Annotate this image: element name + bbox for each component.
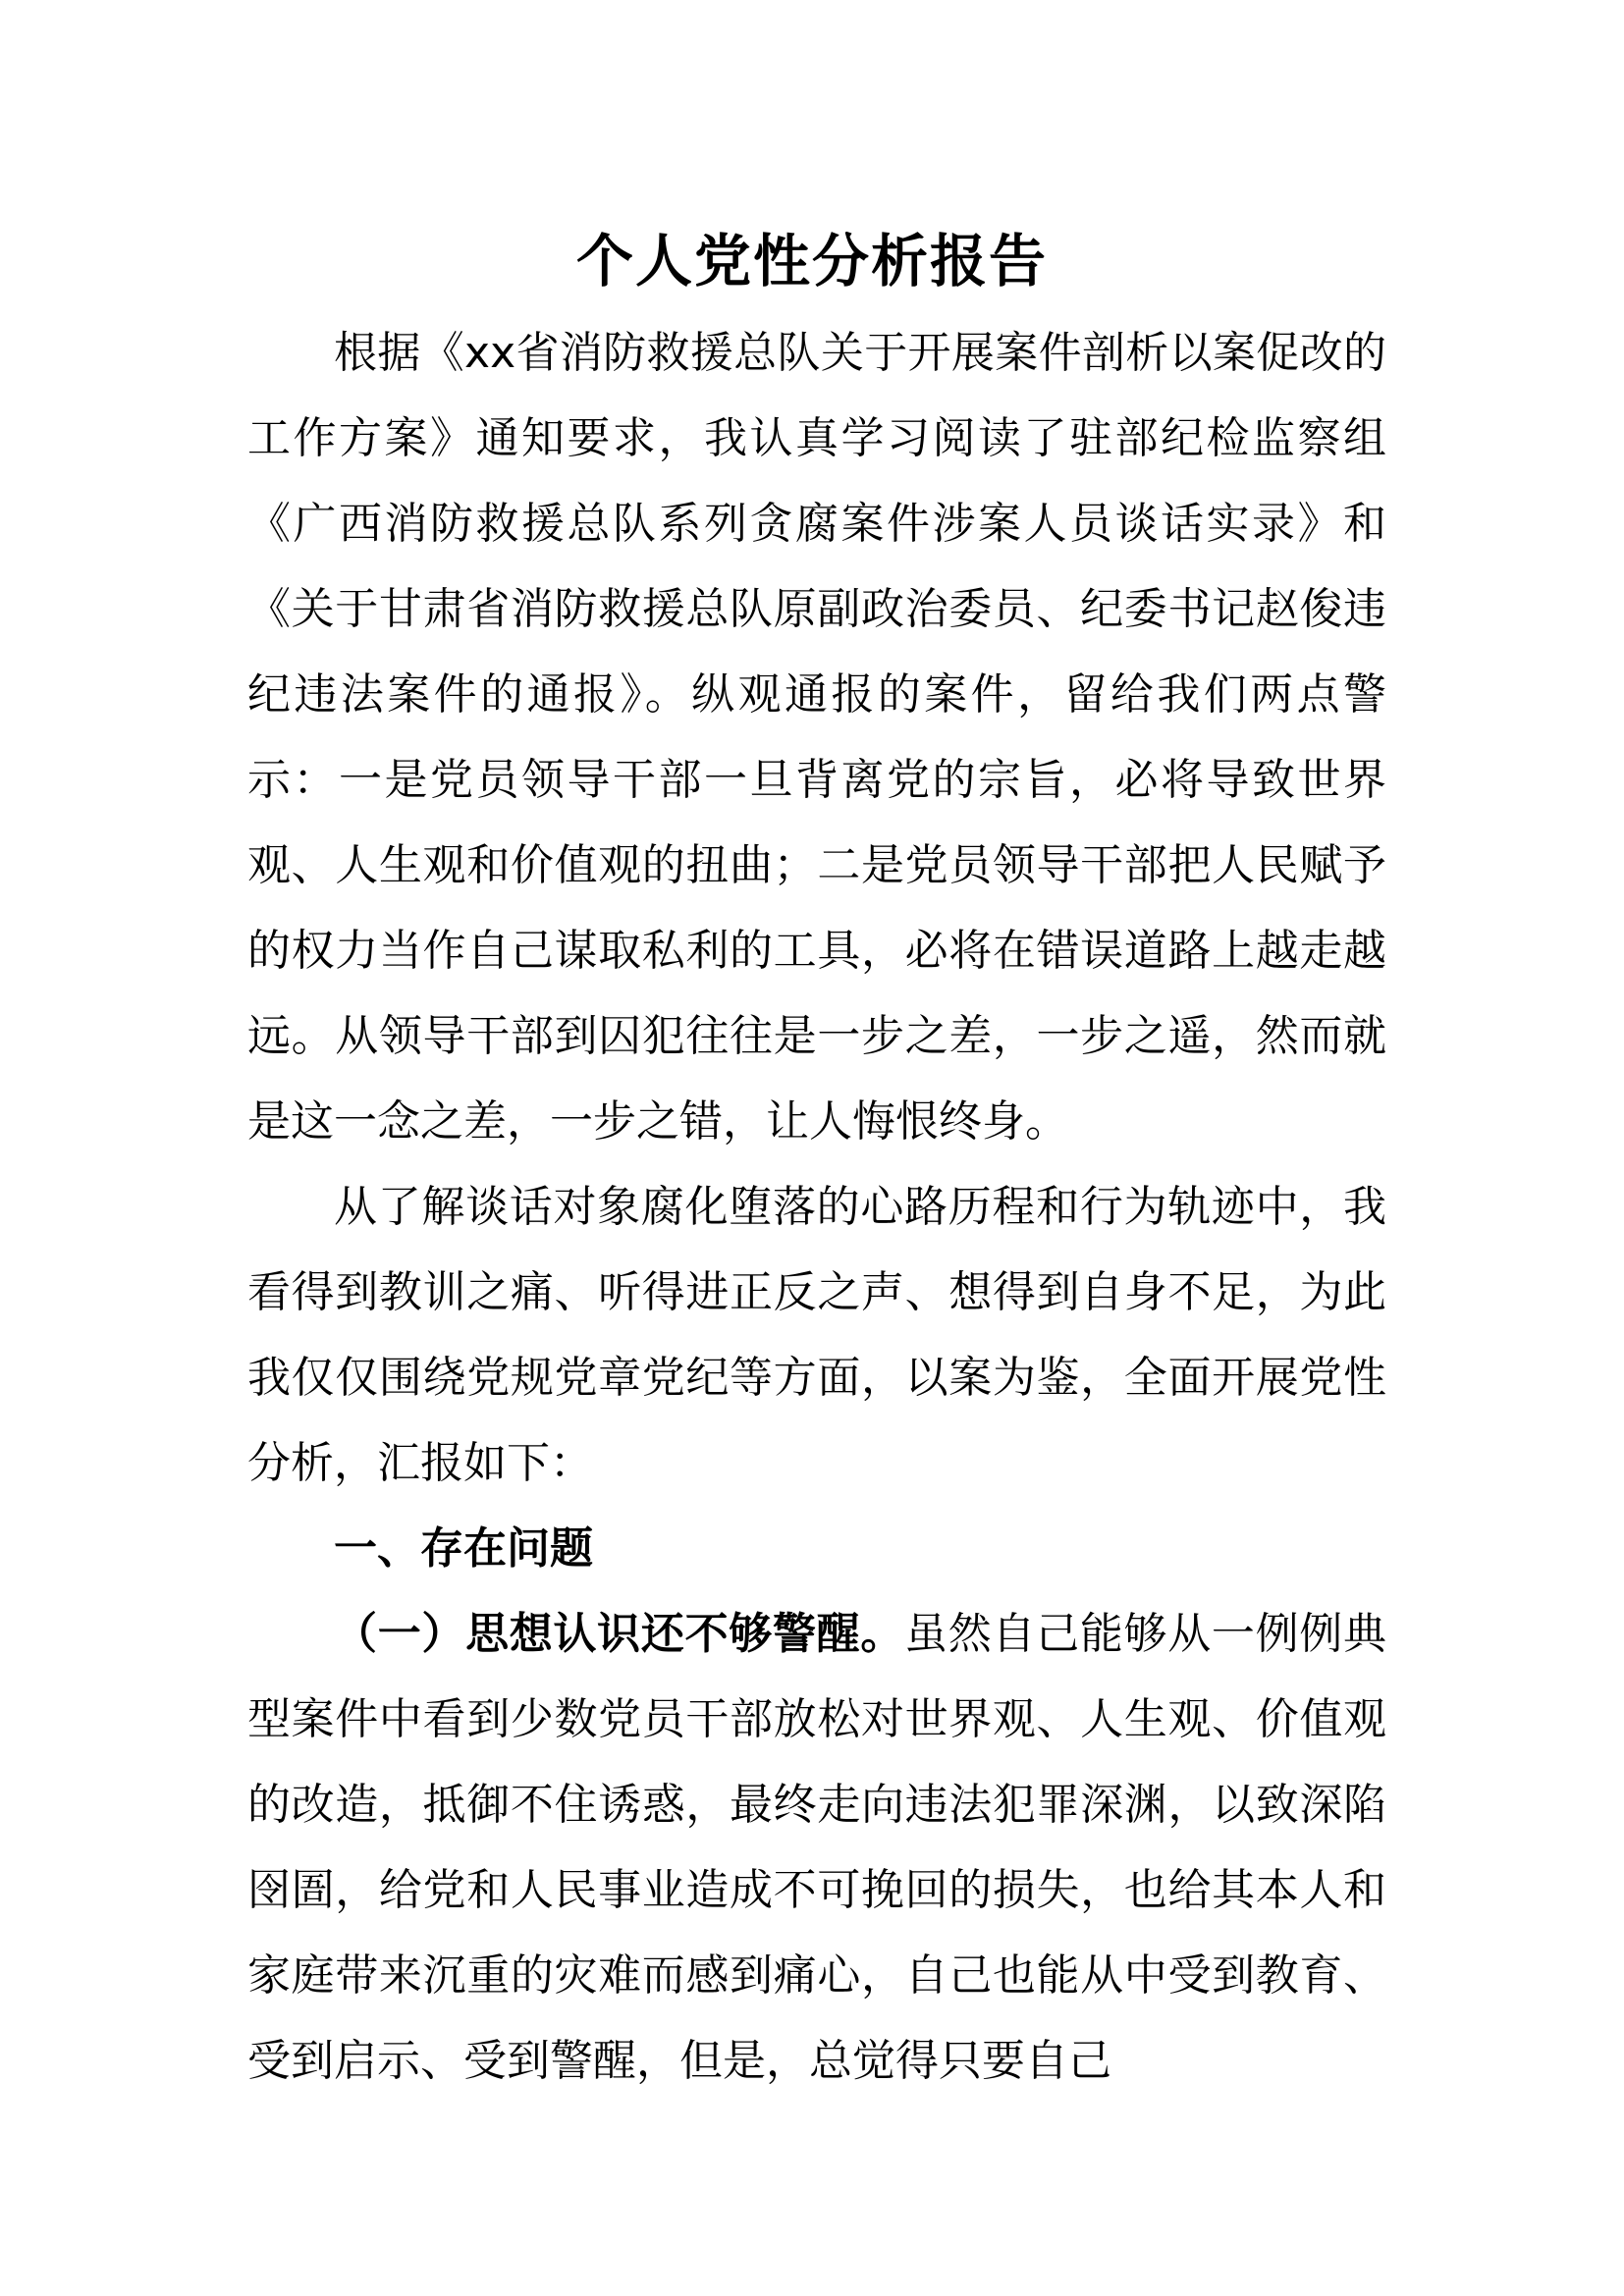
document-body [247,310,1386,2104]
paragraph-summary: 从了解谈话对象腐化堕落的心路历程和行为轨迹中，我看得到教训之痛、听得进正反之声、想得到自身不足，为此我仅仅围绕党规党章党纪等方面，以案为鉴，全面开展党性分析，汇报如下： [247,1182,1386,1488]
paragraph-item-1 [247,1591,1386,2104]
item-1-text: 虽然自己能够从一例例典型案件中看到少数党员干部放松对世界观、人生观、价值观的改造，抵御不住诱惑，最终走向违法犯罪深渊，以致深陷囹圄，给党和人民事业造成不可挽回的损失，也给其本人和家庭带来沉重的灾难而感到痛心，自己也能从中受到教育、受到启示、受到警醒，但是，总觉得只要自己 [247,1609,1387,2086]
item-1-lead: （一）思想认识还不够警醒。 [334,1609,905,1659]
document-title: 个人党性分析报告 [575,228,1048,294]
section-heading-problems: 一、存在问题 [334,1523,593,1574]
paragraph-intro: 根据《xx省消防救援总队关于开展案件剖析以案促改的工作方案》通知要求，我认真学习阅读了驻部纪检监察组《广西消防救援总队系列贪腐案件涉案人员谈话实录》和《关于甘肃省消防救援总队原副政治委员、纪委书记赵俊违纪违法案件的通报》。纵观通报的案件，留给我们两点警示：一是党员领导干部一旦背离党的宗旨，必将导致世界观、人生观和价值观的扭曲；二是党员领导干部把人民赋予的权力当作自己谋取私利的工具，必将在错误道路上越走越远。从领导干部到囚犯往往是一步之差，一步之遥，然而就是这一念之差，一步之错，让人悔恨终身。 [247,328,1386,1147]
